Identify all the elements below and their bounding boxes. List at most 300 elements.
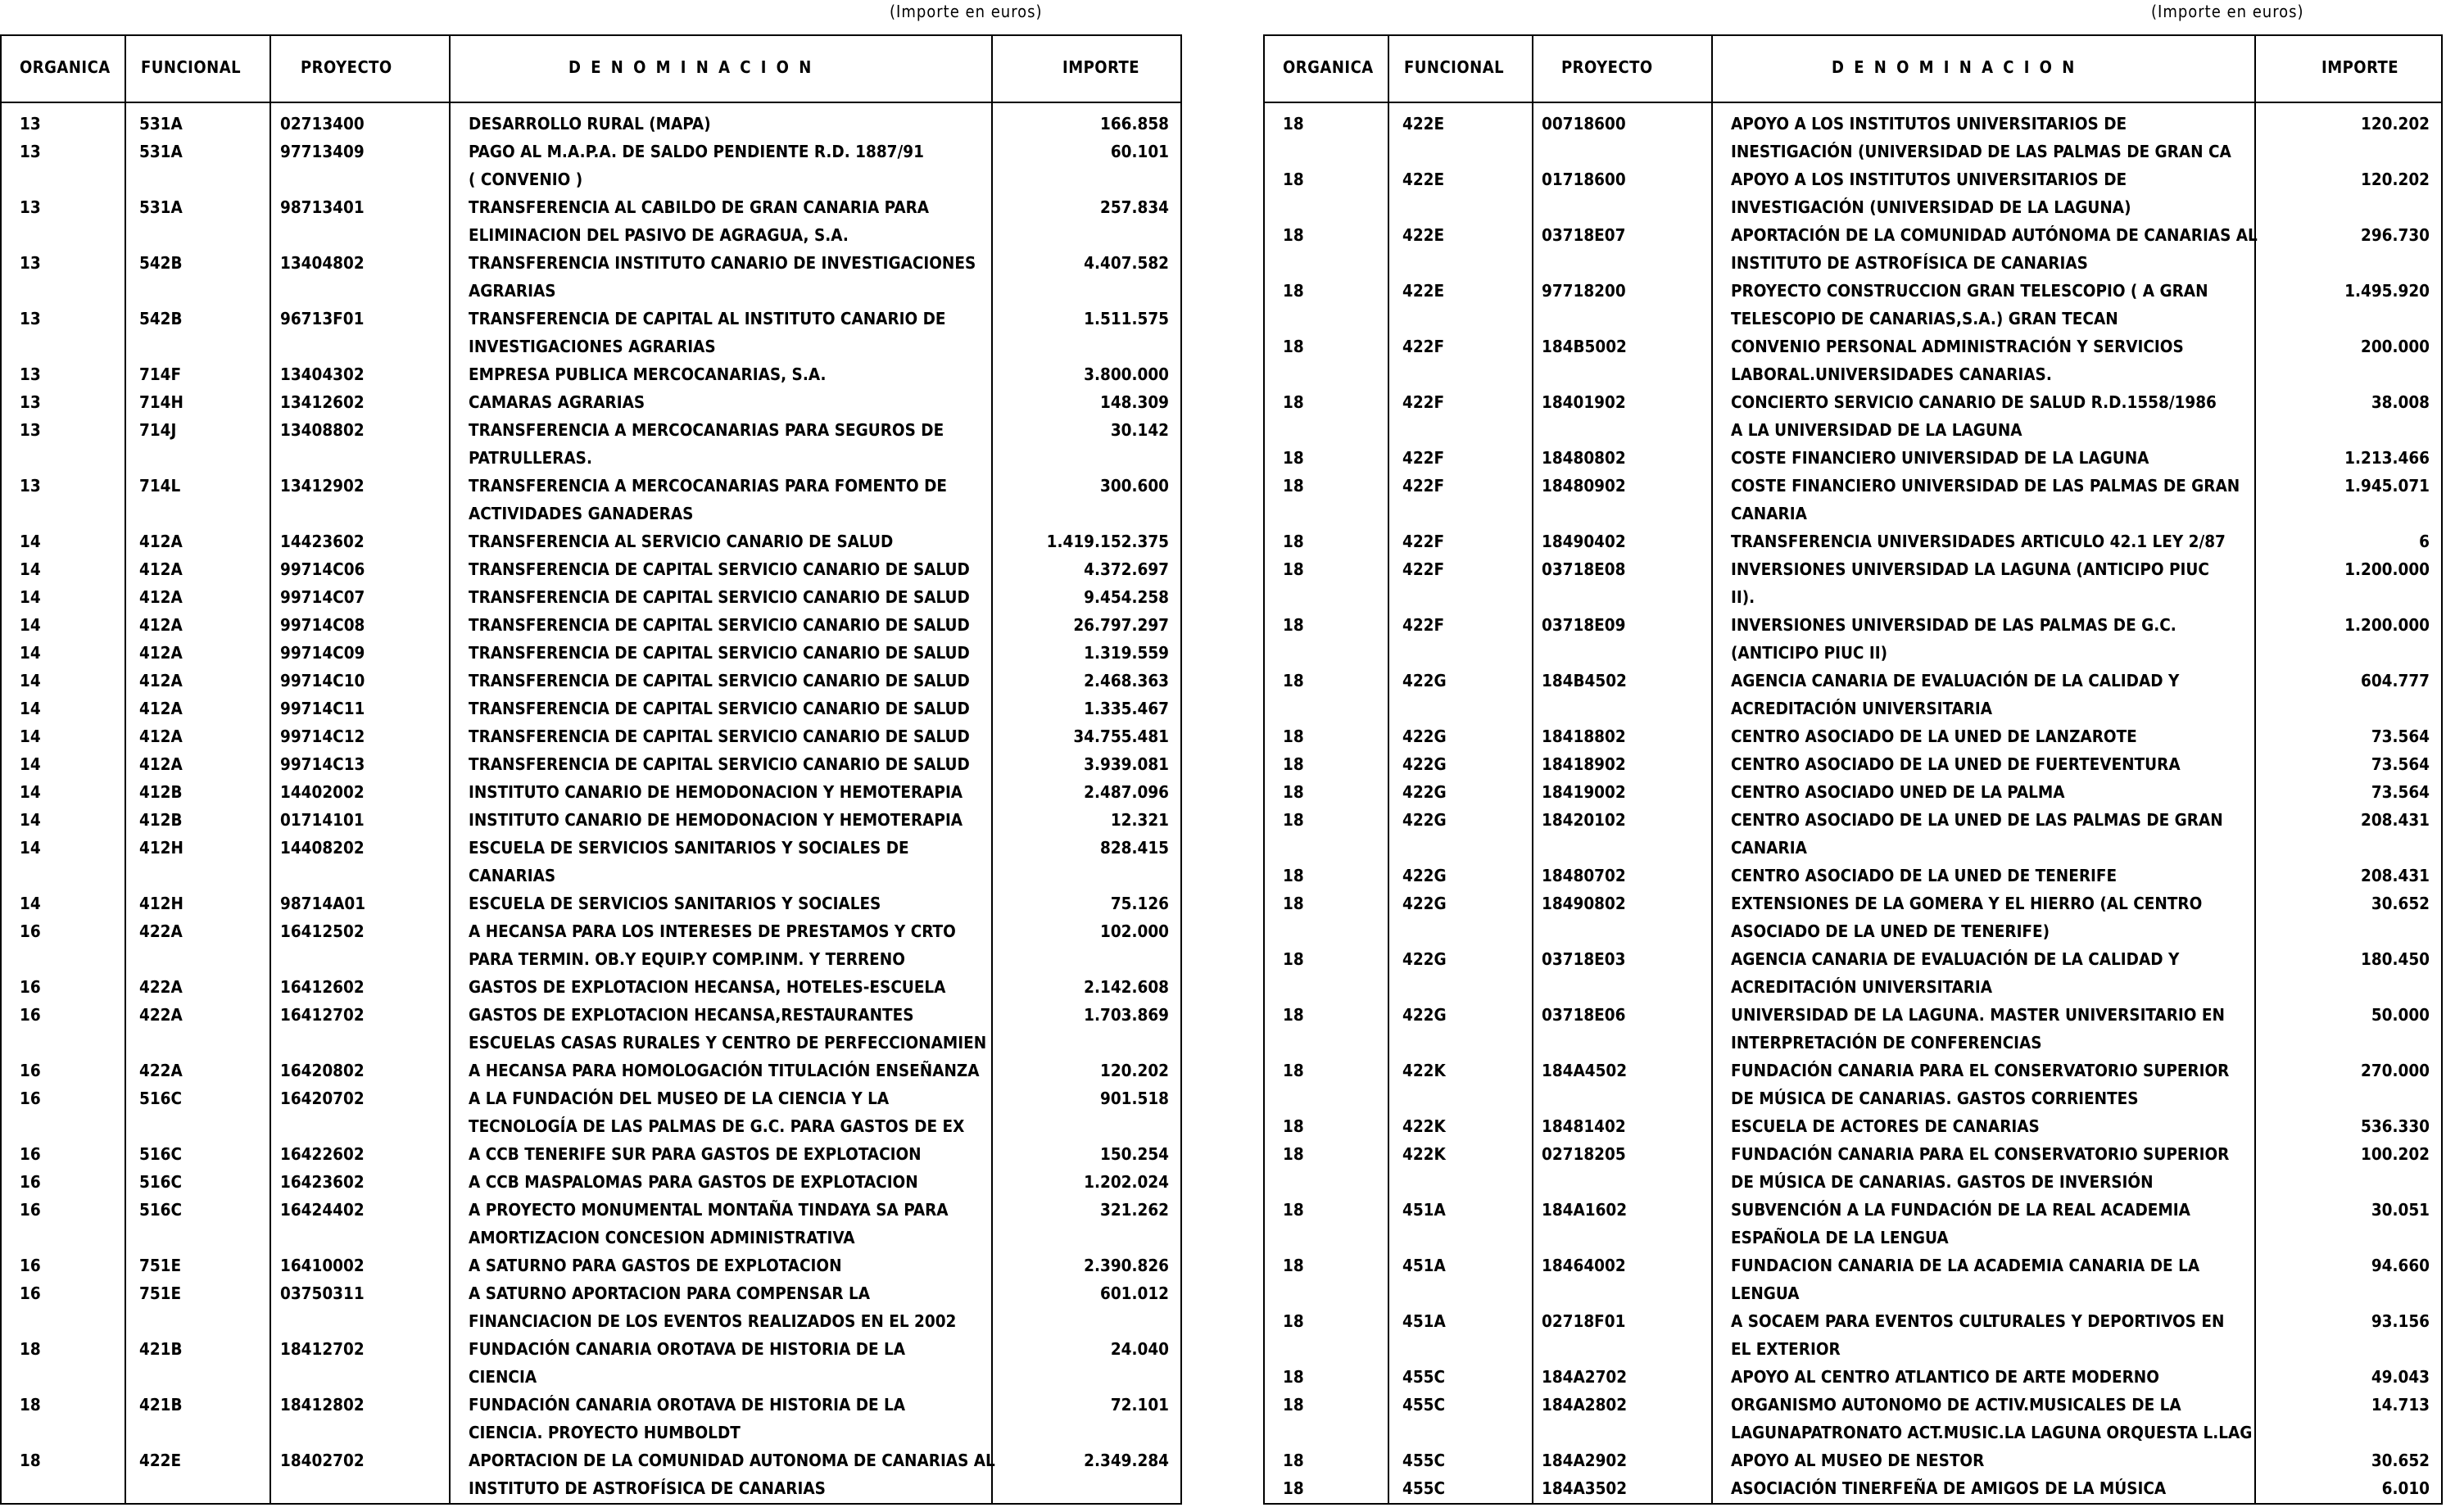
cell-proyecto: 00718600: [1542, 114, 1626, 134]
cell-denominacion: CONVENIO PERSONAL ADMINISTRACIÓN Y SERVICIOS LABORAL.UNIVERSIDADES CANARIAS.: [1731, 337, 2184, 384]
cell-funcional: 714L: [139, 476, 181, 496]
cell-denominacion: FUNDACIÓN CANARIA OROTAVA DE HISTORIA DE LA CIENCIA: [469, 1339, 906, 1387]
cell-proyecto: 184A3502: [1542, 1478, 1628, 1498]
cell-denominacion: A HECANSA PARA LOS INTERESES DE PRESTAMOS Y CRTO PARA TERMIN. OB.Y EQUIP.Y COMP.INM. Y TERRENO: [469, 921, 956, 969]
cell-denominacion: TRANSFERENCIA AL CABILDO DE GRAN CANARIA PARA ELIMINACION DEL PASIVO DE AGRAGUA, S.A.: [469, 197, 930, 245]
table-row: [2, 973, 1180, 1001]
cell-proyecto: 184A2702: [1542, 1367, 1628, 1387]
cell-proyecto: 18490402: [1542, 532, 1626, 551]
cell-funcional: 451A: [1402, 1311, 1446, 1331]
cell-denominacion: APORTACION DE LA COMUNIDAD AUTONOMA DE CANARIAS AL INSTITUTO DE ASTROFÍSICA DE CANARIAS: [469, 1451, 995, 1498]
cell-organica: 16: [20, 977, 41, 997]
header-funcional: FUNCIONAL: [141, 57, 242, 77]
cell-organica: 18: [20, 1339, 41, 1359]
cell-funcional: 422F: [1402, 615, 1445, 635]
table-row: [2, 1446, 1180, 1502]
cell-denominacion: CENTRO ASOCIADO DE LA UNED DE TENERIFE: [1731, 866, 2118, 885]
cell-denominacion: A CCB MASPALOMAS PARA GASTOS DE EXPLOTACION: [469, 1172, 918, 1192]
cell-proyecto: 18419002: [1542, 782, 1626, 802]
cell-importe: 73.564: [2371, 754, 2430, 774]
cell-denominacion: ESCUELA DE ACTORES DE CANARIAS: [1731, 1116, 2040, 1136]
cell-funcional: 412H: [139, 838, 183, 858]
cell-importe: 120.202: [2360, 114, 2430, 134]
cell-importe: 73.564: [2371, 727, 2430, 746]
cell-organica: 13: [20, 420, 41, 440]
table-row: [2, 890, 1180, 917]
cell-funcional: 422G: [1402, 810, 1447, 830]
table-row: [2, 611, 1180, 639]
table-row: [2, 1391, 1180, 1446]
cell-organica: 18: [1283, 949, 1304, 969]
cell-denominacion: FUNDACIÓN CANARIA OROTAVA DE HISTORIA DE LA CIENCIA. PROYECTO HUMBOLDT: [469, 1395, 906, 1442]
cell-organica: 18: [1283, 1061, 1304, 1080]
right-table-header: [1265, 36, 2441, 103]
cell-funcional: 422F: [1402, 476, 1445, 496]
cell-importe: 536.330: [2360, 1116, 2430, 1136]
cell-funcional: 422A: [139, 921, 183, 941]
table-row: [2, 834, 1180, 890]
cell-proyecto: 98714A01: [280, 894, 366, 913]
cell-denominacion: ESCUELA DE SERVICIOS SANITARIOS Y SOCIALES: [469, 894, 881, 913]
cell-proyecto: 184A4502: [1542, 1061, 1628, 1080]
cell-importe: 200.000: [2360, 337, 2430, 356]
cell-importe: 2.390.826: [1084, 1256, 1169, 1275]
cell-proyecto: 18480702: [1542, 866, 1626, 885]
cell-proyecto: 13412902: [280, 476, 365, 496]
cell-importe: 93.156: [2371, 1311, 2430, 1331]
cell-organica: 16: [20, 1283, 41, 1303]
cell-funcional: 751E: [139, 1256, 182, 1275]
header-organica: ORGANICA: [20, 57, 111, 77]
cell-denominacion: APORTACIÓN DE LA COMUNIDAD AUTÓNOMA DE CANARIAS AL INSTITUTO DE ASTROFÍSICA DE CANARIAS: [1731, 225, 2258, 273]
cell-organica: 16: [20, 1061, 41, 1080]
table-row: [1265, 1140, 2441, 1196]
cell-proyecto: 99714C12: [280, 727, 365, 746]
cell-importe: 6.010: [2381, 1478, 2430, 1498]
cell-funcional: 455C: [1402, 1395, 1446, 1415]
cell-organica: 16: [20, 1256, 41, 1275]
header-organica: ORGANICA: [1283, 57, 1374, 77]
table-row: [2, 249, 1180, 305]
cell-denominacion: AGENCIA CANARIA DE EVALUACIÓN DE LA CALIDAD Y ACREDITACIÓN UNIVERSITARIA: [1731, 949, 2180, 997]
cell-denominacion: PAGO AL M.A.P.A. DE SALDO PENDIENTE R.D. 1887/91 ( CONVENIO ): [469, 142, 924, 189]
cell-organica: 14: [20, 754, 41, 774]
cell-organica: 18: [1283, 114, 1304, 134]
cell-organica: 18: [1283, 1478, 1304, 1498]
cell-importe: 257.834: [1099, 197, 1169, 217]
cell-importe: 1.945.071: [2344, 476, 2430, 496]
cell-organica: 18: [1283, 615, 1304, 635]
table-row: [2, 917, 1180, 973]
cell-importe: 2.487.096: [1084, 782, 1169, 802]
table-row: [1265, 472, 2441, 527]
cell-denominacion: TRANSFERENCIA DE CAPITAL SERVICIO CANARIO DE SALUD: [469, 699, 970, 718]
cell-organica: 16: [20, 1144, 41, 1164]
table-row: [1265, 750, 2441, 778]
table-row: [1265, 1196, 2441, 1252]
cell-denominacion: CENTRO ASOCIADO DE LA UNED DE FUERTEVENTURA: [1731, 754, 2181, 774]
cell-organica: 18: [1283, 810, 1304, 830]
cell-proyecto: 18490802: [1542, 894, 1626, 913]
table-row: [1265, 667, 2441, 722]
cell-proyecto: 99714C09: [280, 643, 365, 663]
cell-importe: 180.450: [2360, 949, 2430, 969]
table-row: [2, 1057, 1180, 1084]
cell-importe: 49.043: [2371, 1367, 2430, 1387]
cell-importe: 38.008: [2371, 392, 2430, 412]
cell-importe: 208.431: [2360, 810, 2430, 830]
cell-organica: 13: [20, 114, 41, 134]
cell-funcional: 422E: [1402, 281, 1445, 301]
cell-organica: 13: [20, 197, 41, 217]
cell-funcional: 421B: [139, 1339, 183, 1359]
cell-funcional: 751E: [139, 1283, 182, 1303]
cell-organica: 14: [20, 838, 41, 858]
cell-importe: 4.372.697: [1084, 559, 1169, 579]
header-proyecto: PROYECTO: [301, 57, 392, 77]
cell-importe: 150.254: [1099, 1144, 1169, 1164]
cell-funcional: 421B: [139, 1395, 183, 1415]
cell-proyecto: 99714C07: [280, 587, 365, 607]
cell-importe: 1.419.152.375: [1046, 532, 1169, 551]
cell-organica: 14: [20, 727, 41, 746]
cell-importe: 2.142.608: [1084, 977, 1169, 997]
cell-funcional: 451A: [1402, 1256, 1446, 1275]
cell-importe: 1.703.869: [1084, 1005, 1169, 1025]
cell-proyecto: 16422602: [280, 1144, 365, 1164]
cell-organica: 18: [1283, 894, 1304, 913]
cell-funcional: 422K: [1402, 1116, 1446, 1136]
cell-funcional: 422G: [1402, 782, 1447, 802]
cell-denominacion: AGENCIA CANARIA DE EVALUACIÓN DE LA CALIDAD Y ACREDITACIÓN UNIVERSITARIA: [1731, 671, 2180, 718]
cell-denominacion: A PROYECTO MONUMENTAL MONTAÑA TINDAYA SA PARA AMORTIZACION CONCESION ADMINISTRATIVA: [469, 1200, 949, 1247]
cell-organica: 18: [1283, 281, 1304, 301]
cell-organica: 18: [1283, 866, 1304, 885]
cell-organica: 18: [20, 1395, 41, 1415]
cell-denominacion: CENTRO ASOCIADO DE LA UNED DE LANZAROTE: [1731, 727, 2137, 746]
cell-proyecto: 16412502: [280, 921, 365, 941]
cell-proyecto: 18401902: [1542, 392, 1626, 412]
cell-denominacion: A SATURNO APORTACION PARA COMPENSAR LA FINANCIACION DE LOS EVENTOS REALIZADOS EN EL 2002: [469, 1283, 957, 1331]
table-row: [2, 722, 1180, 750]
cell-organica: 18: [1283, 1200, 1304, 1220]
cell-organica: 16: [20, 1005, 41, 1025]
cell-denominacion: APOYO A LOS INSTITUTOS UNIVERSITARIOS DE INESTIGACIÓN (UNIVERSIDAD DE LAS PALMAS DE GRAN CA: [1731, 114, 2231, 161]
cell-funcional: 714J: [139, 420, 177, 440]
cell-proyecto: 18464002: [1542, 1256, 1626, 1275]
cell-organica: 18: [1283, 170, 1304, 189]
cell-funcional: 412A: [139, 587, 183, 607]
cell-importe: 30.142: [1110, 420, 1169, 440]
cell-proyecto: 99714C10: [280, 671, 365, 690]
cell-denominacion: TRANSFERENCIA DE CAPITAL SERVICIO CANARIO DE SALUD: [469, 559, 970, 579]
cell-funcional: 412B: [139, 810, 183, 830]
cell-funcional: 455C: [1402, 1367, 1446, 1387]
cell-denominacion: EMPRESA PUBLICA MERCOCANARIAS, S.A.: [469, 364, 827, 384]
cell-denominacion: EXTENSIONES DE LA GOMERA Y EL HIERRO (AL CENTRO ASOCIADO DE LA UNED DE TENERIFE): [1731, 894, 2203, 941]
left-table-header: [2, 36, 1180, 103]
cell-importe: 300.600: [1099, 476, 1169, 496]
cell-proyecto: 184B5002: [1542, 337, 1627, 356]
cell-funcional: 422F: [1402, 559, 1445, 579]
table-row: [2, 1196, 1180, 1252]
cell-importe: 30.652: [2371, 1451, 2430, 1470]
table-row: [1265, 221, 2441, 277]
cell-organica: 13: [20, 253, 41, 273]
cell-denominacion: COSTE FINANCIERO UNIVERSIDAD DE LAS PALMAS DE GRAN CANARIA: [1731, 476, 2240, 523]
cell-proyecto: 18420102: [1542, 810, 1626, 830]
cell-denominacion: TRANSFERENCIA DE CAPITAL SERVICIO CANARIO DE SALUD: [469, 671, 970, 690]
cell-organica: 14: [20, 587, 41, 607]
table-row: [1265, 1001, 2441, 1057]
cell-funcional: 422E: [1402, 114, 1445, 134]
cell-denominacion: DESARROLLO RURAL (MAPA): [469, 114, 711, 134]
cell-denominacion: FUNDACIÓN CANARIA PARA EL CONSERVATORIO SUPERIOR DE MÚSICA DE CANARIAS. GASTOS CORRIENTES: [1731, 1061, 2230, 1108]
table-row: [1265, 444, 2441, 472]
cell-funcional: 422E: [1402, 170, 1445, 189]
table-row: [1265, 277, 2441, 333]
cell-funcional: 412A: [139, 559, 183, 579]
cell-proyecto: 18480802: [1542, 448, 1626, 468]
cell-organica: 18: [1283, 1451, 1304, 1470]
cell-importe: 34.755.481: [1073, 727, 1169, 746]
table-row: [1265, 1363, 2441, 1391]
cell-proyecto: 18418902: [1542, 754, 1626, 774]
cell-importe: 120.202: [1099, 1061, 1169, 1080]
table-row: [2, 388, 1180, 416]
cell-organica: 18: [1283, 1367, 1304, 1387]
cell-proyecto: 16423602: [280, 1172, 365, 1192]
cell-organica: 14: [20, 810, 41, 830]
cell-funcional: 451A: [1402, 1200, 1446, 1220]
table-row: [1265, 862, 2441, 890]
cell-proyecto: 99714C08: [280, 615, 365, 635]
header-importe: IMPORTE: [2321, 57, 2399, 77]
cell-funcional: 542B: [139, 253, 183, 273]
cell-funcional: 412A: [139, 643, 183, 663]
cell-denominacion: COSTE FINANCIERO UNIVERSIDAD DE LA LAGUNA: [1731, 448, 2149, 468]
cell-funcional: 531A: [139, 197, 183, 217]
cell-denominacion: CONCIERTO SERVICIO CANARIO DE SALUD R.D.1558/1986 A LA UNIVERSIDAD DE LA LAGUNA: [1731, 392, 2217, 440]
cell-importe: 120.202: [2360, 170, 2430, 189]
cell-denominacion: INVERSIONES UNIVERSIDAD LA LAGUNA (ANTICIPO PIUC II).: [1731, 559, 2209, 607]
cell-importe: 30.051: [2371, 1200, 2430, 1220]
cell-funcional: 422F: [1402, 532, 1445, 551]
cell-organica: 14: [20, 559, 41, 579]
header-denominacion: D E N O M I N A C I O N: [568, 57, 814, 77]
cell-organica: 14: [20, 699, 41, 718]
cell-denominacion: UNIVERSIDAD DE LA LAGUNA. MASTER UNIVERSITARIO EN INTERPRETACIÓN DE CONFERENCIAS: [1731, 1005, 2225, 1053]
cell-importe: 3.800.000: [1084, 364, 1169, 384]
cell-proyecto: 03718E08: [1542, 559, 1626, 579]
cell-proyecto: 18412802: [280, 1395, 365, 1415]
cell-importe: 102.000: [1099, 921, 1169, 941]
left-table: [0, 34, 1182, 1505]
cell-denominacion: A HECANSA PARA HOMOLOGACIÓN TITULACIÓN ENSEÑANZA: [469, 1061, 980, 1080]
cell-denominacion: APOYO A LOS INSTITUTOS UNIVERSITARIOS DE INVESTIGACIÓN (UNIVERSIDAD DE LA LAGUNA): [1731, 170, 2131, 217]
cell-proyecto: 14402002: [280, 782, 365, 802]
cell-importe: 1.495.920: [2344, 281, 2430, 301]
cell-funcional: 412H: [139, 894, 183, 913]
cell-importe: 73.564: [2371, 782, 2430, 802]
cell-importe: 2.468.363: [1084, 671, 1169, 690]
cell-denominacion: TRANSFERENCIA A MERCOCANARIAS PARA SEGUROS DE PATRULLERAS.: [469, 420, 944, 468]
table-row: [2, 778, 1180, 806]
cell-denominacion: FUNDACIÓN CANARIA PARA EL CONSERVATORIO SUPERIOR DE MÚSICA DE CANARIAS. GASTOS DE INVERSIÓN: [1731, 1144, 2230, 1192]
cell-proyecto: 18418802: [1542, 727, 1626, 746]
cell-denominacion: TRANSFERENCIA DE CAPITAL SERVICIO CANARIO DE SALUD: [469, 727, 970, 746]
cell-importe: 94.660: [2371, 1256, 2430, 1275]
table-row: [2, 1279, 1180, 1335]
cell-denominacion: TRANSFERENCIA DE CAPITAL AL INSTITUTO CANARIO DE INVESTIGACIONES AGRARIAS: [469, 309, 946, 356]
cell-organica: 18: [1283, 532, 1304, 551]
cell-organica: 18: [1283, 727, 1304, 746]
cell-denominacion: INSTITUTO CANARIO DE HEMODONACION Y HEMOTERAPIA: [469, 782, 963, 802]
header-denominacion: D E N O M I N A C I O N: [1832, 57, 2077, 77]
table-row: [2, 750, 1180, 778]
table-row: [1265, 945, 2441, 1001]
cell-funcional: 422A: [139, 1061, 183, 1080]
table-row: [1265, 1112, 2441, 1140]
cell-organica: 13: [20, 364, 41, 384]
cell-proyecto: 14408202: [280, 838, 365, 858]
cell-importe: 321.262: [1099, 1200, 1169, 1220]
table-row: [1265, 890, 2441, 945]
cell-proyecto: 01718600: [1542, 170, 1626, 189]
cell-proyecto: 13404802: [280, 253, 365, 273]
cell-proyecto: 03718E03: [1542, 949, 1626, 969]
table-row: [2, 416, 1180, 472]
cell-organica: 16: [20, 1200, 41, 1220]
cell-importe: 1.202.024: [1084, 1172, 1169, 1192]
cell-denominacion: A SOCAEM PARA EVENTOS CULTURALES Y DEPORTIVOS EN EL EXTERIOR: [1731, 1311, 2225, 1359]
cell-importe: 14.713: [2371, 1395, 2430, 1415]
cell-funcional: 422K: [1402, 1144, 1446, 1164]
cell-organica: 18: [1283, 754, 1304, 774]
cell-funcional: 412A: [139, 532, 183, 551]
cell-organica: 18: [1283, 1256, 1304, 1275]
table-row: [2, 1140, 1180, 1168]
cell-proyecto: 13412602: [280, 392, 365, 412]
cell-importe: 100.202: [2360, 1144, 2430, 1164]
cell-funcional: 422F: [1402, 448, 1445, 468]
cell-funcional: 422G: [1402, 727, 1447, 746]
cell-denominacion: GASTOS DE EXPLOTACION HECANSA,RESTAURANTES ESCUELAS CASAS RURALES Y CENTRO DE PERFECCIONAMIEN: [469, 1005, 987, 1053]
cell-importe: 148.309: [1099, 392, 1169, 412]
cell-importe: 1.213.466: [2344, 448, 2430, 468]
cell-importe: 901.518: [1099, 1089, 1169, 1108]
cell-denominacion: TRANSFERENCIA UNIVERSIDADES ARTICULO 42.1 LEY 2/87: [1731, 532, 2226, 551]
cell-proyecto: 03718E06: [1542, 1005, 1626, 1025]
cell-denominacion: A CCB TENERIFE SUR PARA GASTOS DE EXPLOTACION: [469, 1144, 922, 1164]
cell-organica: 14: [20, 894, 41, 913]
cell-importe: 166.858: [1099, 114, 1169, 134]
cell-organica: 13: [20, 476, 41, 496]
cell-proyecto: 99714C11: [280, 699, 365, 718]
cell-denominacion: TRANSFERENCIA DE CAPITAL SERVICIO CANARIO DE SALUD: [469, 754, 970, 774]
units-note-left: (Importe en euros): [890, 2, 1043, 21]
cell-proyecto: 97718200: [1542, 281, 1626, 301]
cell-importe: 24.040: [1110, 1339, 1169, 1359]
table-row: [2, 305, 1180, 360]
cell-funcional: 516C: [139, 1200, 183, 1220]
table-row: [1265, 1307, 2441, 1363]
header-importe: IMPORTE: [1062, 57, 1140, 77]
cell-organica: 16: [20, 1089, 41, 1108]
cell-organica: 18: [1283, 1395, 1304, 1415]
cell-denominacion: GASTOS DE EXPLOTACION HECANSA, HOTELES-ESCUELA: [469, 977, 946, 997]
cell-denominacion: TRANSFERENCIA A MERCOCANARIAS PARA FOMENTO DE ACTIVIDADES GANADERAS: [469, 476, 947, 523]
cell-proyecto: 16412702: [280, 1005, 365, 1025]
cell-organica: 18: [20, 1451, 41, 1470]
cell-denominacion: PROYECTO CONSTRUCCION GRAN TELESCOPIO ( A GRAN TELESCOPIO DE CANARIAS,S.A.) GRAN TECAN: [1731, 281, 2208, 328]
header-proyecto: PROYECTO: [1561, 57, 1653, 77]
right-table-body: [1265, 102, 2441, 1503]
cell-organica: 13: [20, 309, 41, 328]
cell-importe: 12.321: [1110, 810, 1169, 830]
cell-proyecto: 13404302: [280, 364, 365, 384]
cell-funcional: 422E: [1402, 225, 1445, 245]
cell-funcional: 422A: [139, 1005, 183, 1025]
cell-funcional: 422F: [1402, 392, 1445, 412]
cell-importe: 26.797.297: [1073, 615, 1169, 635]
cell-importe: 1.200.000: [2344, 559, 2430, 579]
cell-organica: 13: [20, 142, 41, 161]
cell-funcional: 516C: [139, 1172, 183, 1192]
cell-denominacion: FUNDACION CANARIA DE LA ACADEMIA CANARIA DE LA LENGUA: [1731, 1256, 2200, 1303]
cell-proyecto: 16410002: [280, 1256, 365, 1275]
cell-proyecto: 99714C13: [280, 754, 365, 774]
cell-denominacion: INVERSIONES UNIVERSIDAD DE LAS PALMAS DE G.C. (ANTICIPO PIUC II): [1731, 615, 2176, 663]
table-row: [1265, 1446, 2441, 1474]
cell-funcional: 422G: [1402, 866, 1447, 885]
cell-funcional: 714H: [139, 392, 183, 412]
cell-proyecto: 16412602: [280, 977, 365, 997]
cell-funcional: 412A: [139, 727, 183, 746]
cell-importe: 828.415: [1099, 838, 1169, 858]
cell-funcional: 422G: [1402, 1005, 1447, 1025]
cell-organica: 18: [1283, 392, 1304, 412]
cell-funcional: 412A: [139, 615, 183, 635]
cell-funcional: 422E: [139, 1451, 182, 1470]
cell-funcional: 422G: [1402, 894, 1447, 913]
cell-proyecto: 96713F01: [280, 309, 365, 328]
table-row: [1265, 611, 2441, 667]
table-row: [1265, 110, 2441, 165]
cell-importe: 604.777: [2360, 671, 2430, 690]
cell-denominacion: ASOCIACIÓN TINERFEÑA DE AMIGOS DE LA MÚSICA: [1731, 1478, 2167, 1498]
cell-denominacion: A LA FUNDACIÓN DEL MUSEO DE LA CIENCIA Y LA TECNOLOGÍA DE LAS PALMAS DE G.C. PARA GASTOS DE EX: [469, 1089, 965, 1136]
cell-importe: 72.101: [1110, 1395, 1169, 1415]
cell-funcional: 542B: [139, 309, 183, 328]
table-row: [1265, 1057, 2441, 1112]
cell-funcional: 531A: [139, 114, 183, 134]
cell-funcional: 516C: [139, 1089, 183, 1108]
table-row: [1265, 722, 2441, 750]
table-row: [1265, 1252, 2441, 1307]
table-row: [2, 555, 1180, 583]
cell-proyecto: 184A2902: [1542, 1451, 1628, 1470]
cell-proyecto: 184A1602: [1542, 1200, 1628, 1220]
cell-funcional: 412B: [139, 782, 183, 802]
cell-importe: 50.000: [2371, 1005, 2430, 1025]
cell-denominacion: ESCUELA DE SERVICIOS SANITARIOS Y SOCIALES DE CANARIAS: [469, 838, 909, 885]
cell-funcional: 412A: [139, 699, 183, 718]
cell-organica: 18: [1283, 1144, 1304, 1164]
table-row: [1265, 527, 2441, 555]
cell-denominacion: TRANSFERENCIA DE CAPITAL SERVICIO CANARIO DE SALUD: [469, 587, 970, 607]
table-row: [2, 1168, 1180, 1196]
